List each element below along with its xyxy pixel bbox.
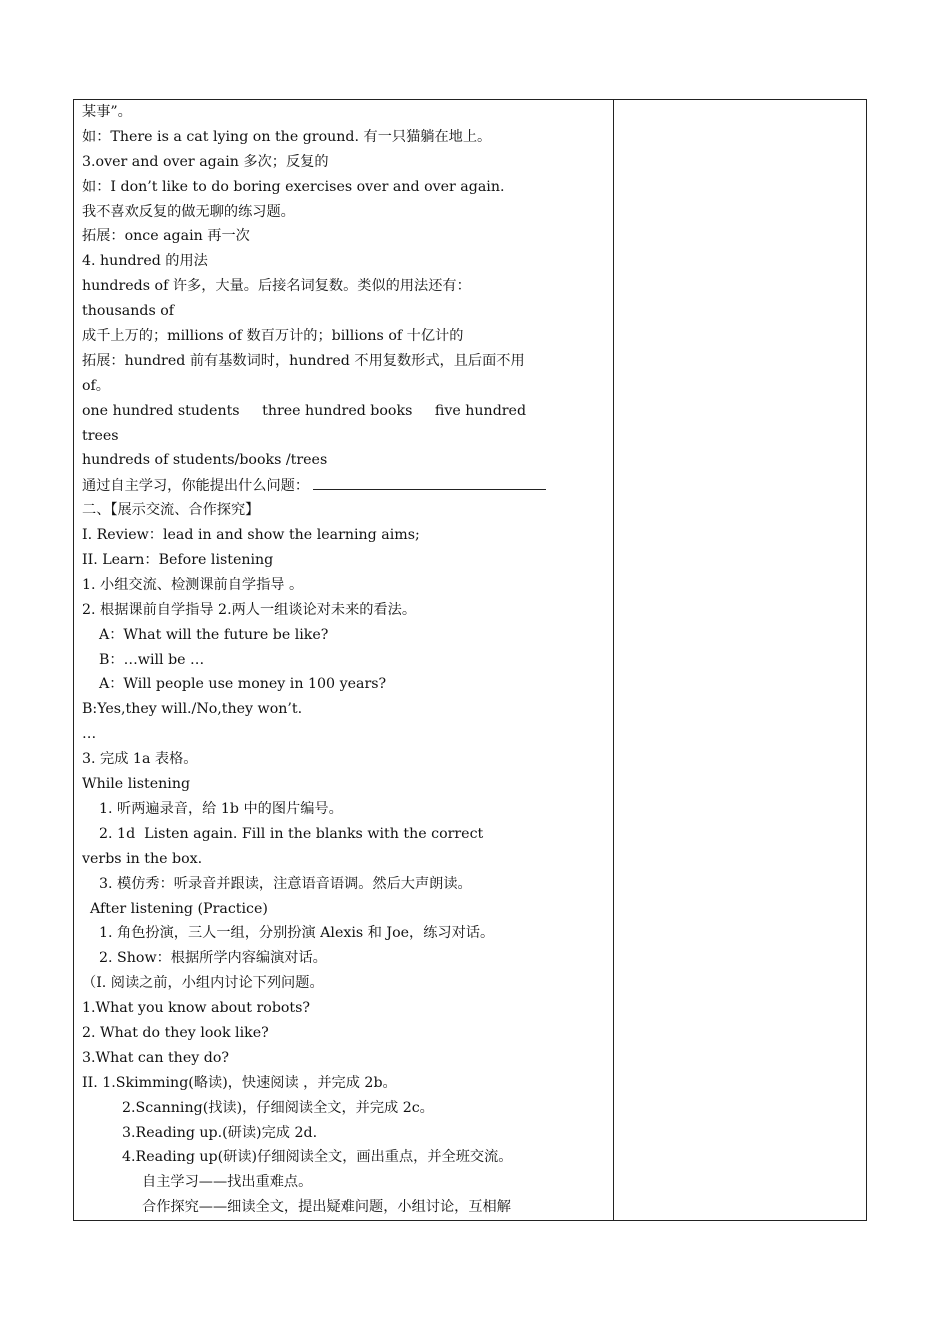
line-text: trees [82,427,119,444]
text-line [82,921,608,946]
line-text: 2. 1d Listen again. Fill in the blanks with the correct [99,825,484,842]
text-line [82,996,608,1021]
line-text: 3.Reading up.(研读)完成 2d. [122,1124,318,1141]
answer-blank[interactable] [313,473,546,490]
text-line [82,448,608,473]
line-text: hundreds of 许多，大量。后接名词复数。类似的用法还有： [82,278,471,295]
text-line [82,672,608,697]
text-line [82,150,608,175]
line-text: II. 1.Skimming(略读)，快速阅读 ，并完成 2b。 [82,1074,397,1091]
line-text: 4.Reading up(研读)仔细阅读全文，画出重点，并全班交流。 [122,1149,513,1166]
line-text: 二、【展示交流、合作探究】 [82,502,260,519]
text-line [82,1096,608,1121]
text-line [82,897,608,922]
line-text: （I. 阅读之前，小组内讨论下列问题。 [82,975,324,992]
line-text: After listening (Practice) [90,900,268,917]
line-text: B：…will be … [99,651,205,668]
text-line [82,1046,608,1071]
line-text: 如：I don’t like to do boring exercises over and over again. [82,178,505,195]
text-line [82,1021,608,1046]
text-line [82,399,608,424]
text-line [82,797,608,822]
line-text: 1. 小组交流、检测课前自学指导 。 [82,576,304,593]
text-line [82,872,608,897]
text-line [82,946,608,971]
line-text: of。 [82,377,110,394]
text-line [82,1145,608,1170]
line-text: A：What will the future be like? [99,626,329,643]
text-line [82,822,608,847]
line-text: 2. Show：根据所学内容编演对话。 [99,950,327,967]
text-line [82,772,608,797]
line-text: … [82,726,97,743]
text-line [82,523,608,548]
text-line [82,1071,608,1096]
line-text: B:Yes,they will./No,they won’t. [82,701,303,718]
line-text: one hundred students three hundred books five hundred [82,402,527,419]
text-line [82,1170,608,1195]
text-line [82,349,608,374]
text-line [82,200,608,225]
line-text: 1. 听两遍录音，给 1b 中的图片编号。 [99,800,343,817]
line-text: A：Will people use money in 100 years? [99,676,387,693]
lesson-table [73,99,867,1221]
text-line [82,125,608,150]
text-line [82,424,608,449]
text-line [82,374,608,399]
line-text: 我不喜欢反复的做无聊的练习题。 [82,203,295,220]
text-line [82,573,608,598]
line-text: 3.over and over again 多次；反复的 [82,153,329,170]
line-text: 某事”。 [82,104,132,120]
content-cell [82,100,608,1220]
text-line [82,249,608,274]
text-line [82,598,608,623]
line-text: 成千上万的；millions of 数百万计的；billions of 十亿计的 [82,328,464,345]
text-line [82,100,608,125]
line-text: hundreds of students/books /trees [82,452,328,469]
text-line [82,473,608,498]
text-line [82,498,608,523]
text-line [82,722,608,747]
line-text: 3. 完成 1a 表格。 [82,751,198,768]
text-line [82,648,608,673]
text-line [82,747,608,772]
line-text: 如：There is a cat lying on the ground. 有一只猫躺在地上。 [82,128,492,145]
text-line [82,224,608,249]
text-line [82,623,608,648]
line-text: 3. 模仿秀：听录音并跟读，注意语音语调。然后大声朗读。 [99,875,472,892]
line-text: 2.Scanning(找读)，仔细阅读全文，并完成 2c。 [122,1099,434,1116]
text-line [82,324,608,349]
line-text: 3.What can they do? [82,1049,229,1066]
text-line [82,175,608,200]
text-line [82,299,608,324]
line-text: While listening [82,776,191,793]
line-text: 1. 角色扮演，三人一组，分别扮演 Alexis 和 Joe，练习对话。 [99,925,495,942]
text-line [82,697,608,722]
text-line [82,847,608,872]
line-text: 2. 根据课前自学指导 2.两人一组谈论对未来的看法。 [82,601,417,618]
line-text: verbs in the box. [82,850,203,867]
line-text: 通过自主学习，你能提出什么问题： [82,478,310,495]
line-text: 拓展：once again 再一次 [82,228,250,245]
text-line [82,1195,608,1220]
line-text: 自主学习——找出重难点。 [142,1174,313,1191]
line-text: thousands of [82,303,175,320]
line-text: 合作探究——细读全文，提出疑难问题，小组讨论，互相解 [142,1199,511,1216]
line-text: 拓展：hundred 前有基数词时，hundred 不用复数形式，且后面不用 [82,352,525,369]
text-line [82,1121,608,1146]
text-line [82,274,608,299]
text-line [82,971,608,996]
line-text: I. Review：lead in and show the learning aims; [82,527,420,544]
line-text: 4. hundred 的用法 [82,253,208,270]
line-text: 2. What do they look like? [82,1024,269,1041]
notes-cell [614,100,866,1220]
text-line [82,548,608,573]
line-text: II. Learn：Before listening [82,552,274,569]
line-text: 1.What you know about robots? [82,1000,311,1017]
